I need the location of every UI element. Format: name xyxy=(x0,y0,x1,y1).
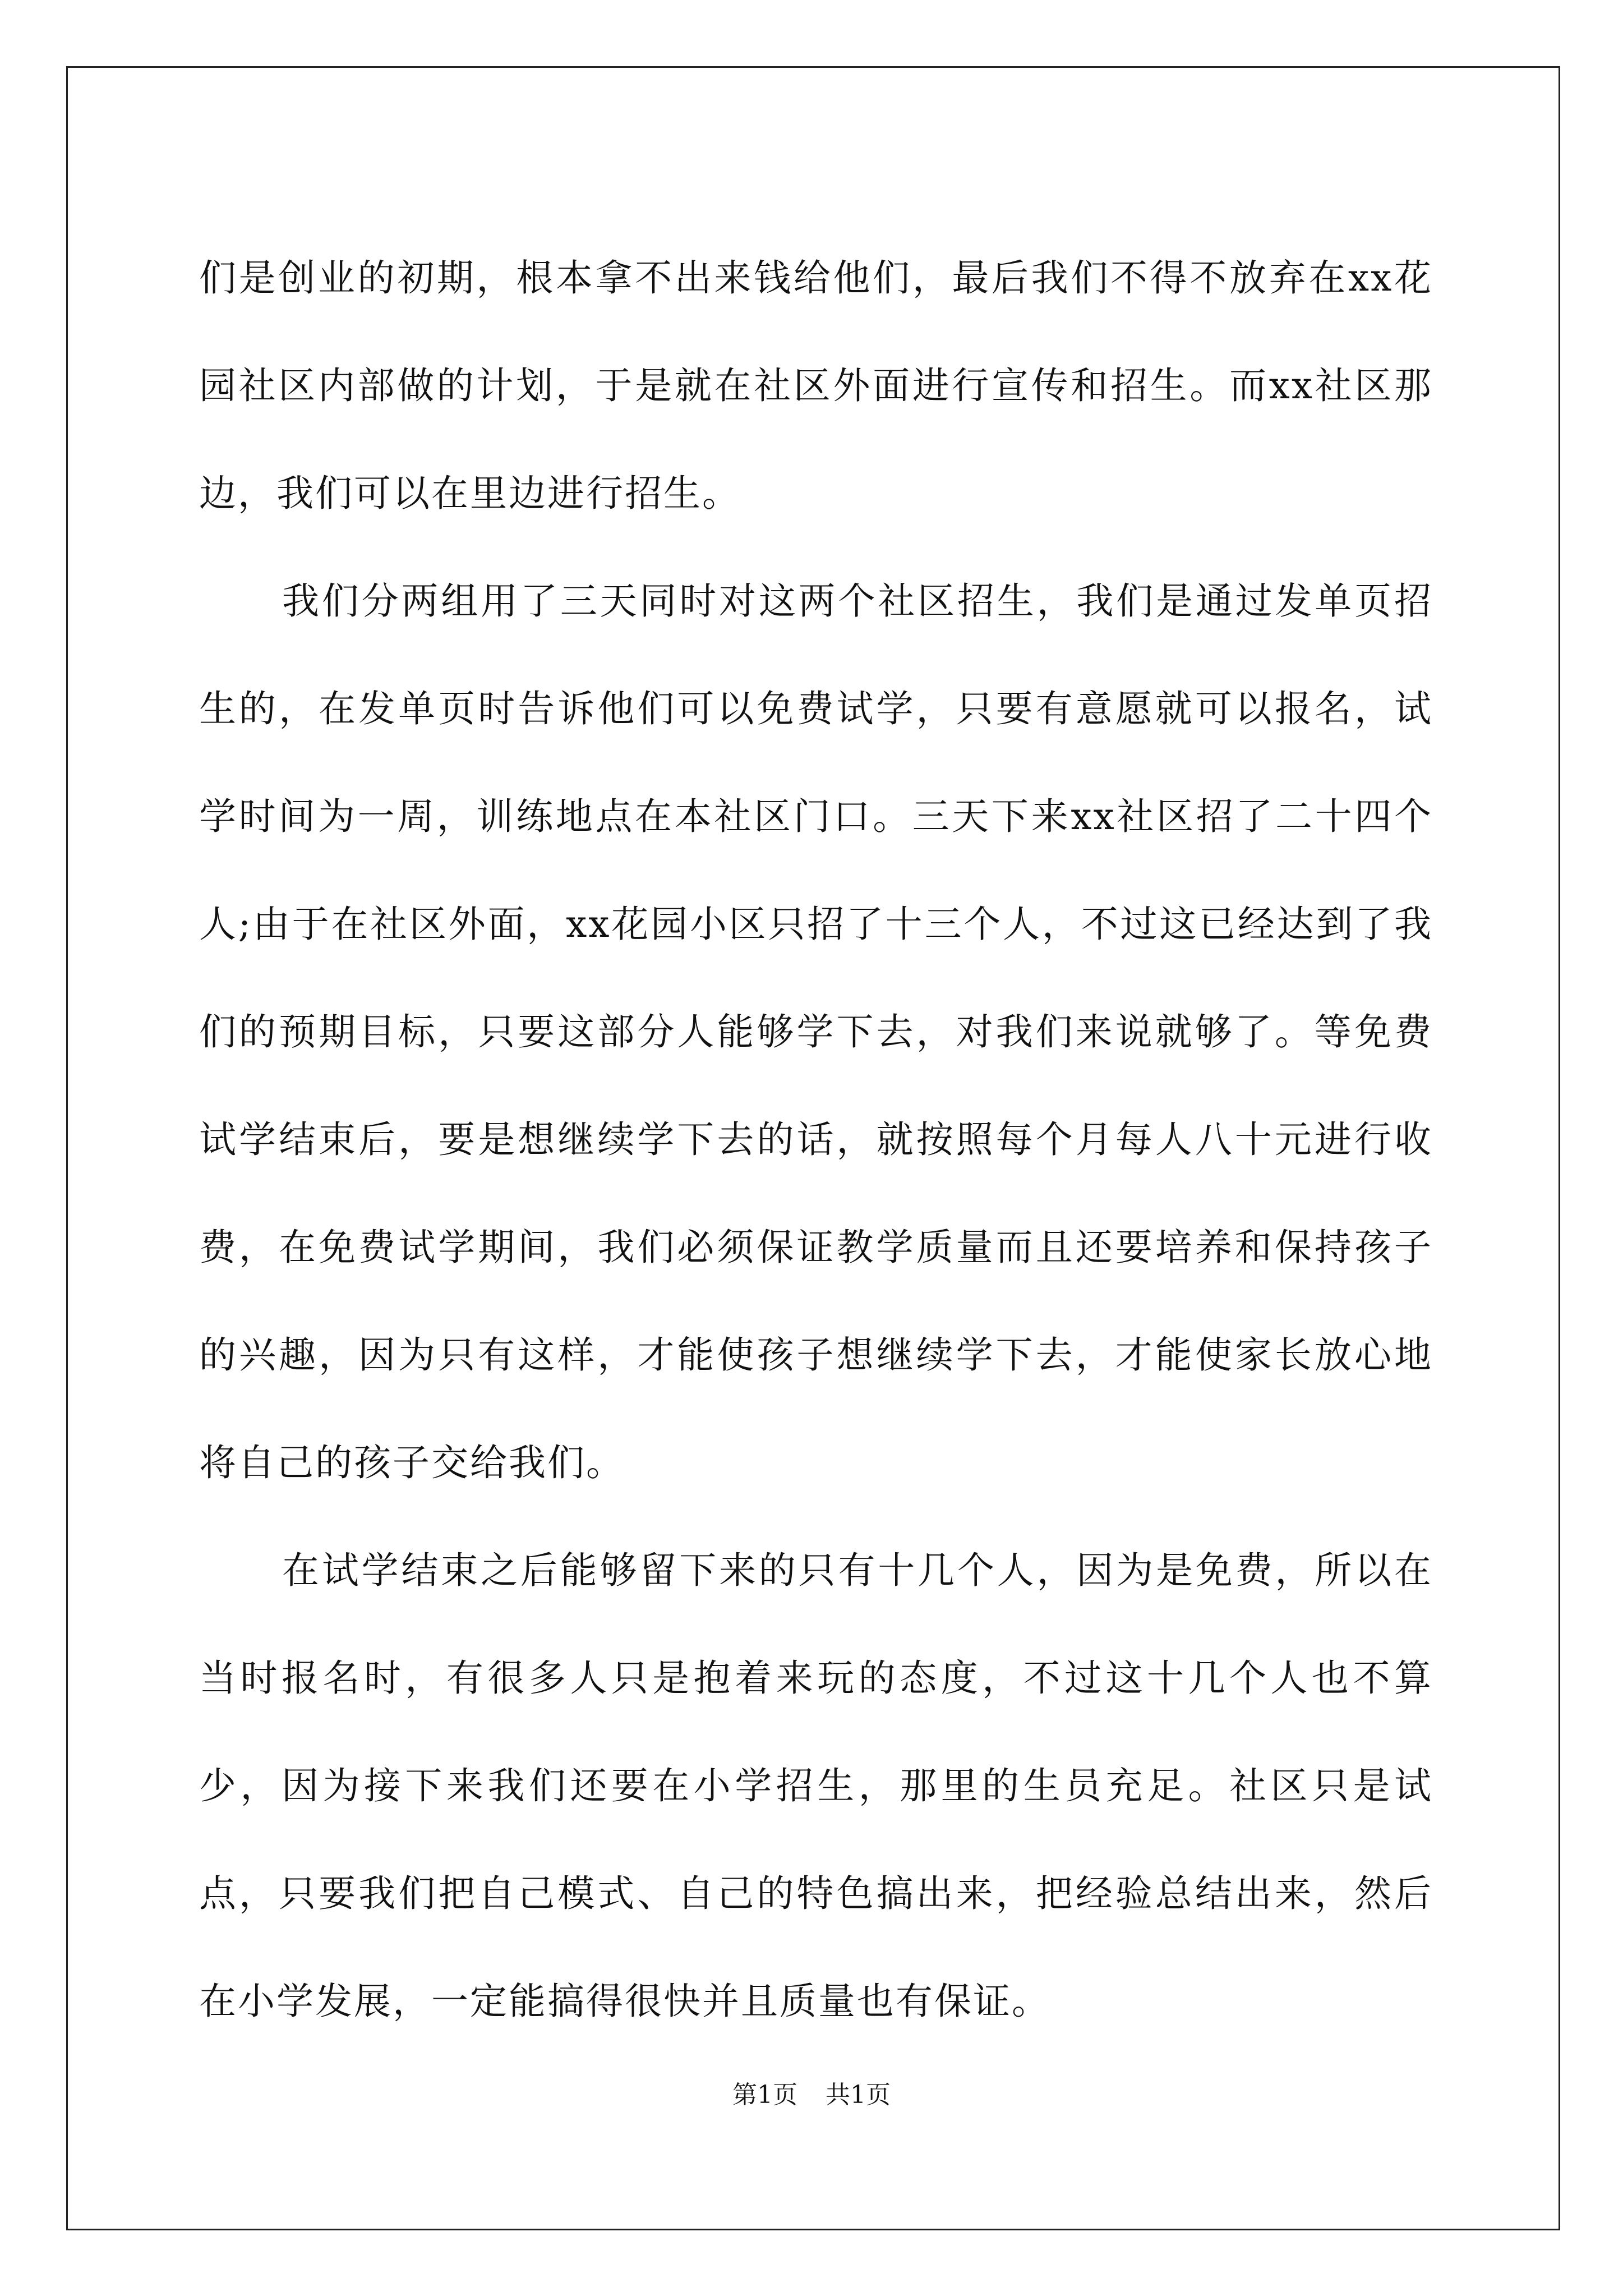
page-footer xyxy=(0,2078,1623,2112)
page-number: 第1页 xyxy=(732,2081,797,2109)
paragraph-2: 我们分两组用了三天同时对这两个社区招生，我们是通过发单页招生的，在发单页时告诉他们可以免费试学，只要有意愿就可以报名，试学时间为一周，训练地点在本社区门口。三天下来xx社区招了二十四个人;由于在社区外面，xx花园小区只招了十三个人，不过这已经达到了我们的预期目标，只要这部分人能够学下去，对我们来说就够了。等免费试学结束后，要是想继续学下去的话，就按照每个月每人八十元进行收费，在免费试学期间，我们必须保证教学质量而且还要培养和保持孩子的兴趣，因为只有这样，才能使孩子想继续学下去，才能使家长放心地将自己的孩子交给我们。 xyxy=(199,579,1433,1484)
page-total: 共1页 xyxy=(826,2081,891,2109)
document-body xyxy=(199,224,1433,2055)
paragraph-1: 们是创业的初期，根本拿不出来钱给他们，最后我们不得不放弃在xx花园社区内部做的计划，于是就在社区外面进行宣传和招生。而xx社区那边，我们可以在里边进行招生。 xyxy=(199,256,1433,515)
paragraph-3: 在试学结束之后能够留下来的只有十几个人，因为是免费，所以在当时报名时，有很多人只是抱着来玩的态度，不过这十几个人也不算少，因为接下来我们还要在小学招生，那里的生员充足。社区只是试点，只要我们把自己模式、自己的特色搞出来，把经验总结出来，然后在小学发展，一定能搞得很快并且质量也有保证。 xyxy=(199,1549,1433,2023)
